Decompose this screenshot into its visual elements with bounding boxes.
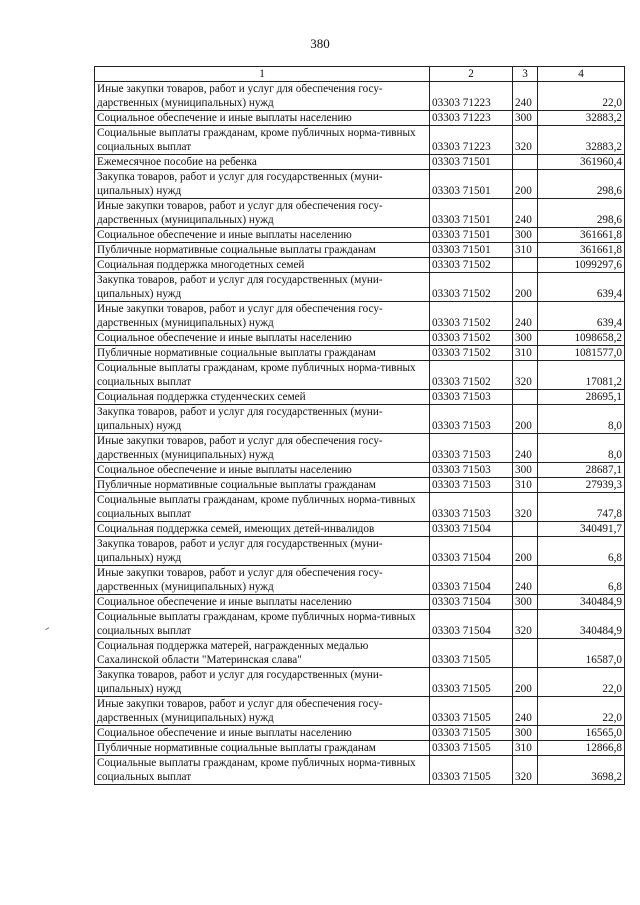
row-code-cell: 03303 71504 [430, 595, 513, 610]
row-code-cell: 03303 71505 [430, 697, 513, 726]
row-amount-cell: 22,0 [538, 668, 625, 697]
row-code-cell: 03303 71223 [430, 111, 513, 126]
row-code-cell: 03303 71502 [430, 302, 513, 331]
budget-table-body [95, 67, 625, 785]
table-row [95, 537, 625, 566]
row-name-cell: Иные закупки товаров, работ и услуг для обеспечения госу-дарственных (муниципальных) нужд [95, 82, 430, 111]
row-code-cell: 03303 71505 [430, 741, 513, 756]
row-type-cell: 240 [513, 82, 538, 111]
row-name-cell: Социальные выплаты гражданам, кроме публичных норма-тивных социальных выплат [95, 126, 430, 155]
row-code-cell: 03303 71504 [430, 610, 513, 639]
row-type-cell: 240 [513, 199, 538, 228]
row-type-cell: 310 [513, 346, 538, 361]
row-code-cell: 03303 71501 [430, 170, 513, 199]
row-name-cell: Социальное обеспечение и иные выплаты населению [95, 595, 430, 610]
row-name-cell: Закупка товаров, работ и услуг для государственных (муни-ципальных) нужд [95, 170, 430, 199]
row-type-cell: 300 [513, 111, 538, 126]
row-name-cell: Социальная поддержка многодетных семей [95, 258, 430, 273]
row-type-cell: 200 [513, 537, 538, 566]
table-row [95, 595, 625, 610]
row-amount-cell: 3698,2 [538, 756, 625, 785]
row-name-cell: Социальная поддержка семей, имеющих детей-инвалидов [95, 522, 430, 537]
row-code-cell: 03303 71503 [430, 405, 513, 434]
row-name-cell: Публичные нормативные социальные выплаты гражданам [95, 478, 430, 493]
table-row [95, 228, 625, 243]
row-amount-cell: 28695,1 [538, 390, 625, 405]
row-name-cell: Иные закупки товаров, работ и услуг для обеспечения госу-дарственных (муниципальных) нужд [95, 302, 430, 331]
row-code-cell: 03303 71503 [430, 463, 513, 478]
row-amount-cell: 8,0 [538, 434, 625, 463]
budget-table [94, 66, 625, 785]
row-type-cell [513, 390, 538, 405]
row-type-cell: 200 [513, 668, 538, 697]
row-name-cell: Социальные выплаты гражданам, кроме публичных норма-тивных социальных выплат [95, 361, 430, 390]
row-name-cell: Социальное обеспечение и иные выплаты населению [95, 463, 430, 478]
row-name-cell: Иные закупки товаров, работ и услуг для обеспечения госу-дарственных (муниципальных) нужд [95, 199, 430, 228]
row-amount-cell: 22,0 [538, 697, 625, 726]
row-type-cell: 320 [513, 493, 538, 522]
table-row [95, 478, 625, 493]
row-type-cell: 240 [513, 566, 538, 595]
row-amount-cell: 639,4 [538, 302, 625, 331]
table-row [95, 331, 625, 346]
row-code-cell: 03303 71503 [430, 434, 513, 463]
row-name-cell: Социальная поддержка студенческих семей [95, 390, 430, 405]
row-name-cell: Иные закупки товаров, работ и услуг для обеспечения госу-дарственных (муниципальных) нужд [95, 697, 430, 726]
row-amount-cell: 12866,8 [538, 741, 625, 756]
row-code-cell: 03303 71503 [430, 478, 513, 493]
row-type-cell: 300 [513, 726, 538, 741]
row-type-cell [513, 258, 538, 273]
row-name-cell: Ежемесячное пособие на ребенка [95, 155, 430, 170]
table-row [95, 405, 625, 434]
row-code-cell: 03303 71223 [430, 126, 513, 155]
scan-mark [45, 627, 50, 632]
row-code-cell: 03303 71501 [430, 199, 513, 228]
row-code-cell: 03303 71504 [430, 566, 513, 595]
table-row [95, 756, 625, 785]
row-amount-cell: 361661,8 [538, 228, 625, 243]
row-amount-cell: 27939,3 [538, 478, 625, 493]
row-amount-cell: 16587,0 [538, 639, 625, 668]
page-number: 380 [310, 36, 330, 51]
row-name-cell: Иные закупки товаров, работ и услуг для обеспечения госу-дарственных (муниципальных) нужд [95, 434, 430, 463]
row-type-cell: 240 [513, 302, 538, 331]
row-type-cell: 200 [513, 273, 538, 302]
row-type-cell: 200 [513, 170, 538, 199]
row-code-cell: 03303 71504 [430, 537, 513, 566]
row-code-cell: 03303 71223 [430, 82, 513, 111]
row-name-cell: Социальное обеспечение и иные выплаты населению [95, 111, 430, 126]
row-code-cell: 03303 71501 [430, 155, 513, 170]
table-row [95, 390, 625, 405]
row-amount-cell: 32883,2 [538, 126, 625, 155]
table-row [95, 170, 625, 199]
row-amount-cell: 298,6 [538, 199, 625, 228]
row-amount-cell: 639,4 [538, 273, 625, 302]
row-name-cell: Социальные выплаты гражданам, кроме публичных норма-тивных социальных выплат [95, 756, 430, 785]
row-code-cell: 03303 71502 [430, 273, 513, 302]
row-code-cell: 03303 71502 [430, 331, 513, 346]
row-amount-cell: 340484,9 [538, 610, 625, 639]
row-amount-cell: 298,6 [538, 170, 625, 199]
table-row [95, 697, 625, 726]
row-name-cell: Закупка товаров, работ и услуг для государственных (муни-ципальных) нужд [95, 273, 430, 302]
row-amount-cell: 340491,7 [538, 522, 625, 537]
column-header-2: 2 [430, 67, 513, 82]
row-type-cell: 240 [513, 434, 538, 463]
table-row [95, 126, 625, 155]
row-type-cell [513, 522, 538, 537]
row-amount-cell: 6,8 [538, 566, 625, 595]
row-code-cell: 03303 71505 [430, 726, 513, 741]
row-amount-cell: 1098658,2 [538, 331, 625, 346]
row-code-cell: 03303 71505 [430, 668, 513, 697]
row-amount-cell: 16565,0 [538, 726, 625, 741]
row-amount-cell: 747,8 [538, 493, 625, 522]
row-type-cell: 320 [513, 126, 538, 155]
row-code-cell: 03303 71502 [430, 346, 513, 361]
row-amount-cell: 22,0 [538, 82, 625, 111]
table-row [95, 82, 625, 111]
row-amount-cell: 361661,8 [538, 243, 625, 258]
row-amount-cell: 1099297,6 [538, 258, 625, 273]
row-amount-cell: 1081577,0 [538, 346, 625, 361]
row-name-cell: Социальное обеспечение и иные выплаты населению [95, 228, 430, 243]
table-row [95, 155, 625, 170]
row-code-cell: 03303 71502 [430, 258, 513, 273]
row-type-cell: 310 [513, 478, 538, 493]
row-type-cell: 320 [513, 361, 538, 390]
table-row [95, 258, 625, 273]
table-row [95, 243, 625, 258]
row-name-cell: Публичные нормативные социальные выплаты гражданам [95, 346, 430, 361]
row-name-cell: Социальное обеспечение и иные выплаты населению [95, 331, 430, 346]
row-code-cell: 03303 71501 [430, 228, 513, 243]
table-row [95, 610, 625, 639]
row-code-cell: 03303 71503 [430, 493, 513, 522]
table-row [95, 566, 625, 595]
row-code-cell: 03303 71505 [430, 756, 513, 785]
table-row [95, 522, 625, 537]
row-name-cell: Социальное обеспечение и иные выплаты населению [95, 726, 430, 741]
row-name-cell: Социальные выплаты гражданам, кроме публичных норма-тивных социальных выплат [95, 610, 430, 639]
column-header-3: 3 [513, 67, 538, 82]
row-name-cell: Закупка товаров, работ и услуг для государственных (муни-ципальных) нужд [95, 405, 430, 434]
column-header-4: 4 [538, 67, 625, 82]
row-name-cell: Социальная поддержка матерей, награжденных медалью Сахалинской области "Материнская слава" [95, 639, 430, 668]
row-type-cell: 300 [513, 463, 538, 478]
row-type-cell [513, 155, 538, 170]
table-row [95, 199, 625, 228]
row-type-cell: 310 [513, 741, 538, 756]
row-type-cell: 240 [513, 697, 538, 726]
table-row [95, 111, 625, 126]
column-header-1: 1 [95, 67, 430, 82]
row-code-cell: 03303 71502 [430, 361, 513, 390]
column-header-row [95, 67, 625, 82]
row-amount-cell: 8,0 [538, 405, 625, 434]
row-name-cell: Закупка товаров, работ и услуг для государственных (муни-ципальных) нужд [95, 537, 430, 566]
row-type-cell: 320 [513, 756, 538, 785]
row-type-cell: 300 [513, 595, 538, 610]
table-row [95, 434, 625, 463]
row-code-cell: 03303 71505 [430, 639, 513, 668]
row-name-cell: Публичные нормативные социальные выплаты гражданам [95, 243, 430, 258]
table-row [95, 346, 625, 361]
row-amount-cell: 340484,9 [538, 595, 625, 610]
row-amount-cell: 28687,1 [538, 463, 625, 478]
table-row [95, 639, 625, 668]
row-type-cell: 310 [513, 243, 538, 258]
row-code-cell: 03303 71504 [430, 522, 513, 537]
table-row [95, 726, 625, 741]
row-amount-cell: 32883,2 [538, 111, 625, 126]
table-row [95, 302, 625, 331]
row-type-cell: 320 [513, 610, 538, 639]
row-amount-cell: 17081,2 [538, 361, 625, 390]
row-type-cell: 200 [513, 405, 538, 434]
row-type-cell [513, 639, 538, 668]
table-row [95, 741, 625, 756]
row-name-cell: Социальные выплаты гражданам, кроме публичных норма-тивных социальных выплат [95, 493, 430, 522]
row-code-cell: 03303 71503 [430, 390, 513, 405]
row-amount-cell: 361960,4 [538, 155, 625, 170]
row-name-cell: Иные закупки товаров, работ и услуг для обеспечения госу-дарственных (муниципальных) нужд [95, 566, 430, 595]
row-code-cell: 03303 71501 [430, 243, 513, 258]
table-row [95, 273, 625, 302]
table-row [95, 668, 625, 697]
row-amount-cell: 6,8 [538, 537, 625, 566]
row-name-cell: Публичные нормативные социальные выплаты гражданам [95, 741, 430, 756]
table-row [95, 463, 625, 478]
table-row [95, 361, 625, 390]
table-row [95, 493, 625, 522]
row-type-cell: 300 [513, 228, 538, 243]
row-name-cell: Закупка товаров, работ и услуг для государственных (муни-ципальных) нужд [95, 668, 430, 697]
row-type-cell: 300 [513, 331, 538, 346]
